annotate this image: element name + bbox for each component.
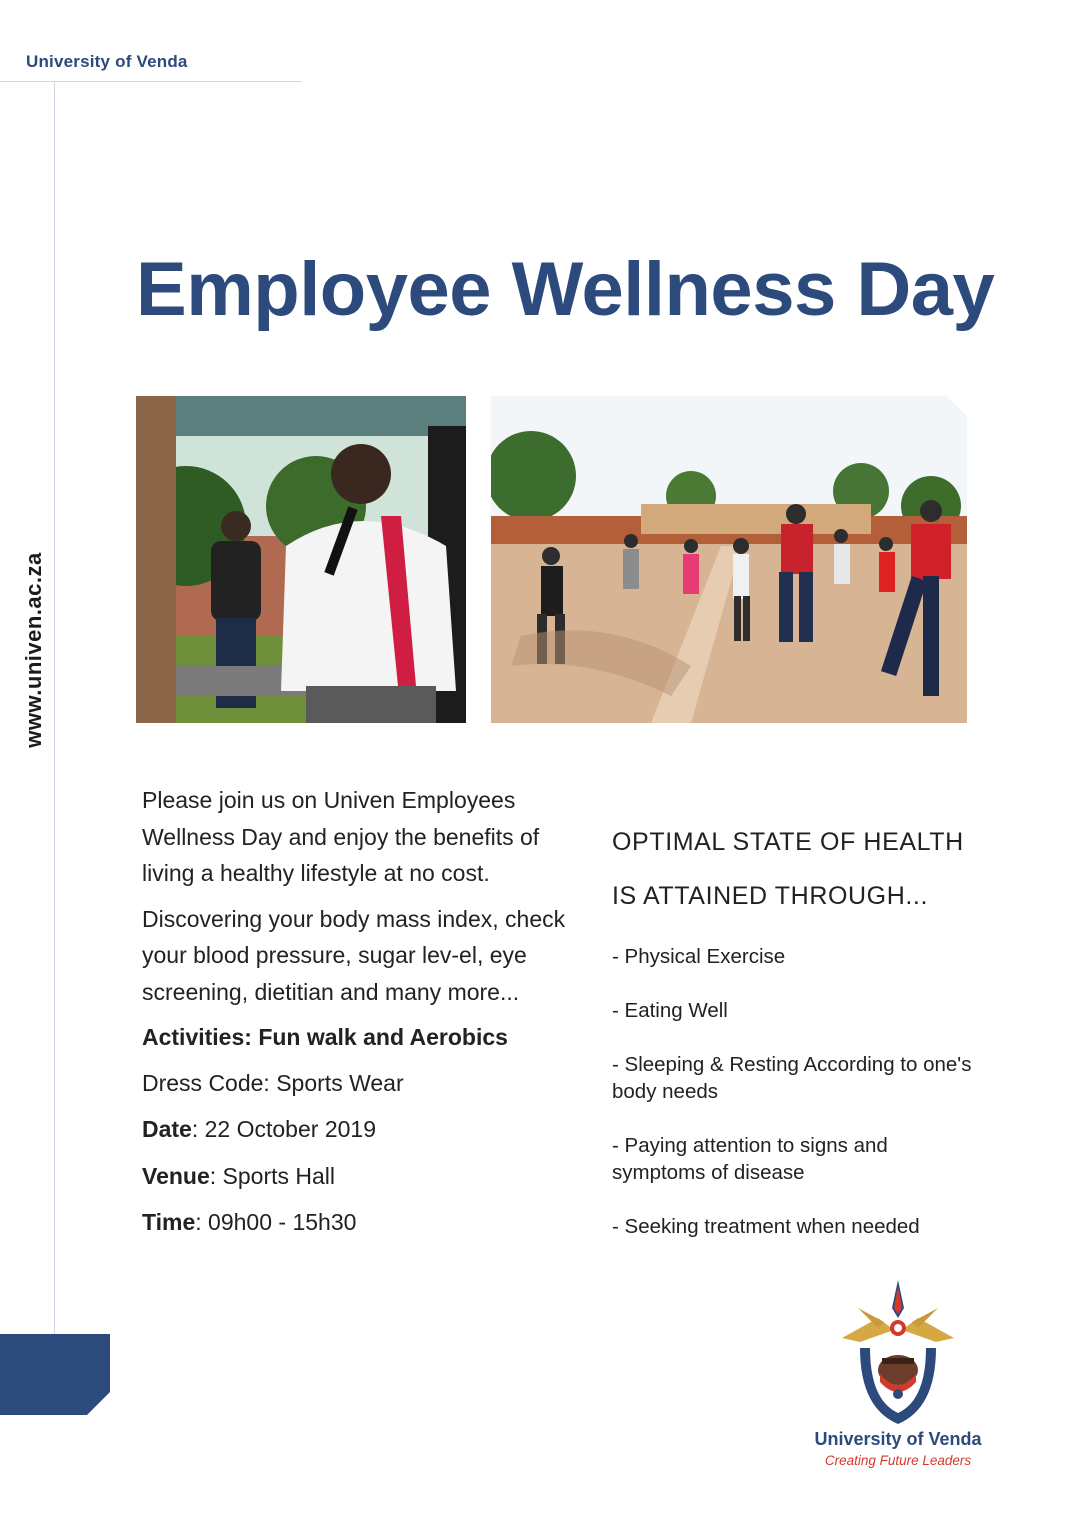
health-heading-line2: IS ATTAINED THROUGH... — [612, 882, 929, 910]
venue-line — [142, 1158, 572, 1195]
decorative-corner-block — [0, 1334, 110, 1415]
time-line — [142, 1204, 572, 1241]
venue-label: Venue — [142, 1162, 210, 1189]
aerobics-photo — [491, 396, 967, 723]
health-list — [612, 943, 982, 1240]
date-line — [142, 1111, 572, 1148]
header-org-name: University of Venda — [26, 52, 188, 71]
time-value: : 09h00 - 15h30 — [195, 1209, 357, 1235]
event-description — [142, 782, 572, 1251]
activities-line: Activities: Fun walk and Aerobics — [142, 1024, 508, 1050]
page-title: Employee Wellness Day — [136, 247, 995, 332]
date-value: : 22 October 2019 — [191, 1116, 376, 1142]
list-item: - Physical Exercise — [612, 945, 786, 968]
list-item: - Seeking treatment when needed — [612, 1215, 920, 1238]
logo-tagline: Creating Future Leaders — [824, 1453, 972, 1468]
vertical-website-url[interactable]: www.univen.ac.za — [21, 552, 46, 748]
university-crest-icon — [838, 1278, 958, 1428]
list-item: - Paying attention to signs and symptoms of disease — [612, 1134, 888, 1184]
health-heading-line1: OPTIMAL STATE OF HEALTH — [612, 828, 964, 856]
logo-university-name: University of Venda — [814, 1429, 982, 1449]
header-divider — [0, 81, 302, 82]
speaker-photo — [136, 396, 466, 723]
time-label: Time — [142, 1209, 196, 1235]
list-item: - Sleeping & Resting According to one's body needs — [612, 1053, 972, 1103]
screening-paragraph: Discovering your body mass index, check your blood pressure, sugar lev-el, eye screening, dietitian and many more... — [142, 905, 566, 1005]
dress-code-line: Dress Code: Sports Wear — [142, 1069, 404, 1096]
list-item: - Eating Well — [612, 999, 728, 1022]
venue-value: : Sports Hall — [209, 1162, 336, 1189]
health-section — [612, 815, 982, 1267]
date-label: Date — [142, 1116, 192, 1142]
side-divider — [54, 82, 55, 1334]
intro-paragraph: Please join us on Univen Employees Wellness Day and enjoy the benefits of living a healthy lifestyle at no cost. — [142, 787, 540, 886]
